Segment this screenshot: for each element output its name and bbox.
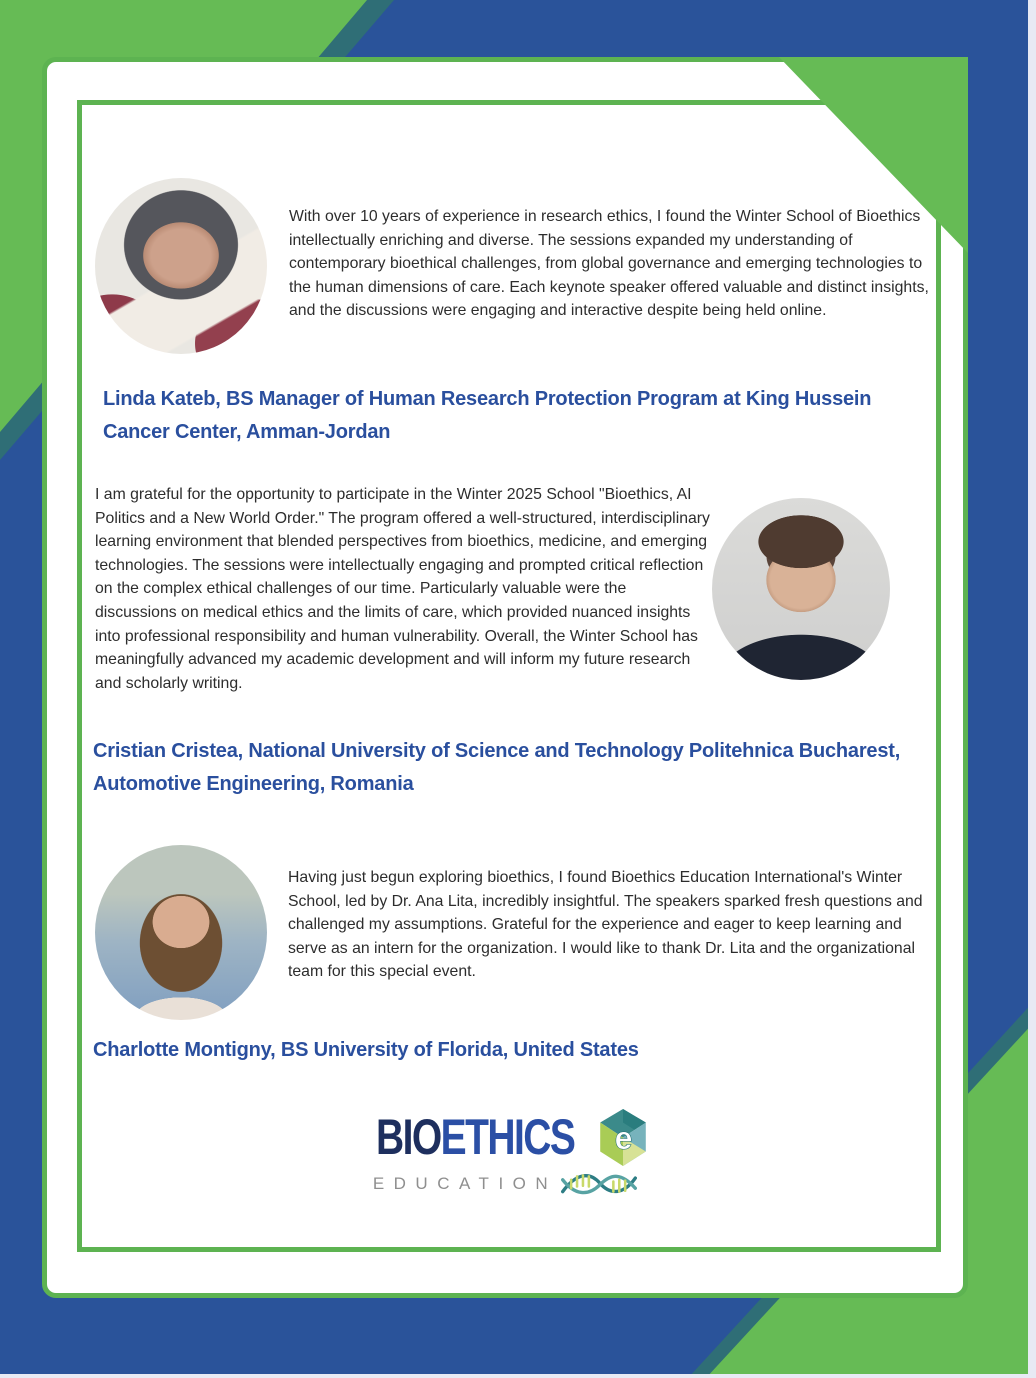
logo-subtitle-row: [373, 1169, 637, 1199]
portrait-photo-charlotte-montigny: [95, 845, 267, 1020]
bioethics-education-logo: [42, 1108, 968, 1199]
portrait-photo-linda-kateb: [95, 178, 267, 354]
logo-subtitle: EDUCATION: [372, 1174, 558, 1193]
testimonial-attribution: Charlotte Montigny, BS University of Florida, United States: [93, 1039, 639, 1061]
svg-text:e: e: [614, 1119, 633, 1156]
dna-helix-icon: [561, 1169, 637, 1199]
testimonial-attribution: Cristian Cristea, National University of Science and Technology Politehnica Bucharest, Automotive Engineering, Romania: [93, 740, 901, 795]
logo-wordmark-row: [361, 1108, 649, 1166]
portrait-photo-cristian-cristea: [712, 498, 890, 680]
logo-word-bio: BIO: [375, 1109, 441, 1165]
testimonial-quote: Having just begun exploring bioethics, I found Bioethics Education International's Winter School, led by Dr. Ana Lita, incredibly insightful. The speakers sparked fresh questions and challenged my assumptions. Grateful for the experience and eager to keep learning and serve as an intern for the organization. I would like to thank Dr. Lita and the organizational team for this special event.: [288, 869, 923, 981]
logo-word-ethics: ETHICS: [440, 1109, 575, 1165]
bioethics-cube-logo-icon: [597, 1108, 649, 1166]
testimonial-quote: I am grateful for the opportunity to participate in the Winter 2025 School "Bioethics, AI Politics and a New World Order." The program offered a well-structured, interdisciplinary learning environment that blended perspectives from bioethics, medicine, and emerging technologies. The sessions were intellectually engaging and prompted critical reflection on the complex ethical challenges of our time. Particularly valuable were the discussions on medical ethics and the limits of care, which provided nuanced insights into professional responsibility and human vulnerability. Overall, the Winter School has meaningfully advanced my academic development and will inform my future research and scholarly writing.: [95, 486, 710, 692]
testimonial-attribution: Linda Kateb, BS Manager of Human Research Protection Program at King Hussein Cancer Center, Amman-Jordan: [103, 388, 872, 443]
page-edge-bottom: [0, 1374, 1036, 1378]
logo-wordmark: [375, 1109, 575, 1165]
page-edge-right: [1028, 0, 1036, 1378]
testimonial-quote: With over 10 years of experience in research ethics, I found the Winter School of Bioethics intellectually enriching and diverse. The sessions expanded my understanding of contemporary bioethical challenges, from global governance and emerging technologies to the human dimensions of care. Each keynote speaker offered valuable and distinct insights, and the discussions were engaging and interactive despite being held online.: [289, 208, 929, 320]
